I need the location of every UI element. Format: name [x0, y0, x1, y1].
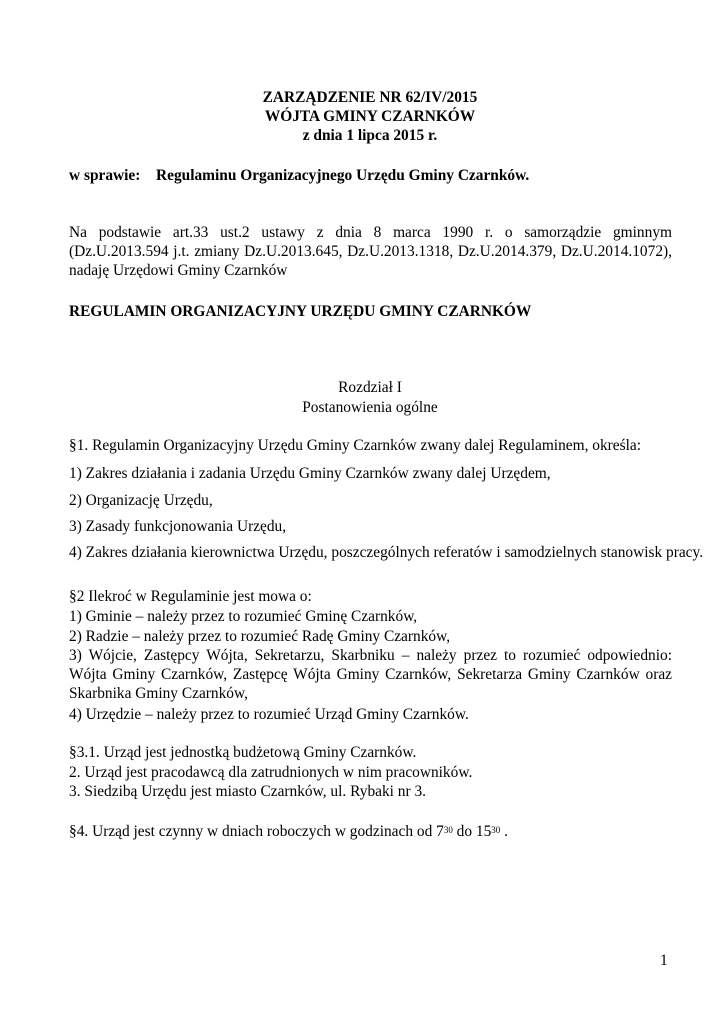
- closing-minutes: 30: [491, 825, 501, 835]
- ordinance-date: z dnia 1 lipca 2015 r.: [302, 127, 438, 144]
- section3-item: §3.1. Urząd jest jednostką budżetową Gminy Czarnków.: [69, 744, 417, 761]
- section2-intro: §2 Ilekroć w Regulaminie jest mowa o:: [69, 588, 312, 605]
- section4-text: .: [500, 823, 508, 840]
- legal-basis: Na podstawie art.33 ust.2 ustawy z dnia 8 marca 1990 r. o samorządzie gminnym (Dz.U.2013.594 j.t. zmiany Dz.U.2013.645, Dz.U.2013.1318, Dz.U.2014.379, Dz.U.2014.1072), nadaję Urzędowi Gminy Czarnków: [69, 224, 672, 279]
- regulation-title: REGULAMIN ORGANIZACYJNY URZĘDU GMINY CZARNKÓW: [69, 303, 532, 320]
- section2-item: 1) Gminie – należy przez to rozumieć Gminę Czarnków,: [69, 608, 418, 625]
- section1-item: 2) Organizację Urzędu,: [69, 492, 213, 509]
- section4-text: §4. Urząd jest czynny w dniach roboczych w godzinach od 7: [69, 823, 444, 840]
- chapter-number: Rozdział I: [338, 379, 402, 396]
- section2-item: 2) Radzie – należy przez to rozumieć Radę Gminy Czarnków,: [69, 628, 451, 645]
- section4-office-hours: [69, 822, 508, 841]
- section1-item: 3) Zasady funkcjonowania Urzędu,: [69, 518, 287, 535]
- issuer: WÓJTA GMINY CZARNKÓW: [264, 108, 476, 125]
- chapter-title: Postanowienia ogólne: [302, 399, 438, 416]
- section2-item: 3) Wójcie, Zastępcy Wójta, Sekretarzu, Skarbniku – należy przez to rozumieć odpowiednio: Wójta Gminy Czarnków, Zastępcę Wójta Gminy Czarnków, Sekretarza Gminy Czarnków oraz Skarbnika Gminy Czarnków,: [69, 647, 672, 702]
- section2-item: 4) Urzędzie – należy przez to rozumieć Urząd Gminy Czarnków.: [69, 706, 469, 723]
- section3-item: 2. Urząd jest pracodawcą dla zatrudnionych w nim pracowników.: [69, 764, 473, 781]
- section1-item: 1) Zakres działania i zadania Urzędu Gminy Czarnków zwany dalej Urzędem,: [69, 465, 551, 482]
- opening-minutes: 30: [443, 825, 453, 835]
- page-number: 1: [660, 952, 668, 969]
- subject-text: Regulaminu Organizacyjnego Urzędu Gminy Czarnków.: [156, 167, 530, 184]
- subject-label: w sprawie:: [69, 167, 141, 184]
- section1-intro: §1. Regulamin Organizacyjny Urzędu Gminy Czarnków zwany dalej Regulaminem, określa:: [69, 437, 642, 454]
- section1-item: 4) Zakres działania kierownictwa Urzędu, poszczególnych referatów i samodzielnych stanowisk pracy.: [69, 544, 704, 561]
- ordinance-number: ZARZĄDZENIE NR 62/IV/2015: [262, 89, 478, 106]
- section4-text: do 15: [452, 823, 492, 840]
- section3-item: 3. Siedzibą Urzędu jest miasto Czarnków, ul. Rybaki nr 3.: [69, 783, 426, 800]
